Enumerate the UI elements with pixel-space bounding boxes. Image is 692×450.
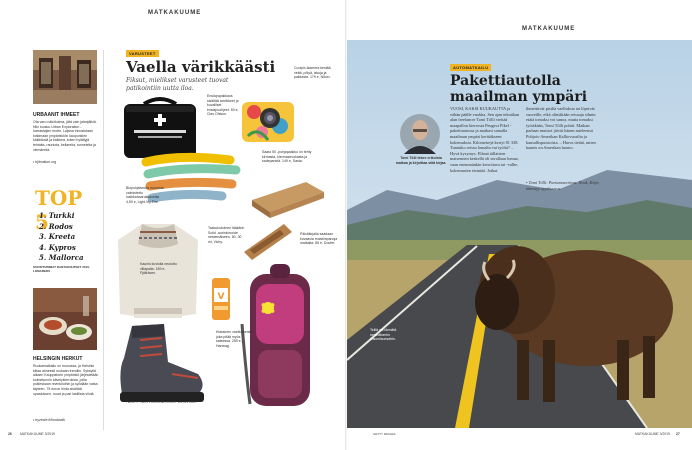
caption-paivakirja: Päiväkirjalla saadaan kuvaavia muistiinpanoja matkalta. 85 e, Doufer. xyxy=(300,232,338,246)
portrait-caption: Tomi Tölli tekee erikoista matkaa ja kirjoittaa siitä kirjaa. xyxy=(395,156,447,165)
left-credit: TEKSTIT: TERO PULKKINEN KUVAT: VALMISTAJAT xyxy=(126,400,198,404)
top5-item: 5. Mallorca xyxy=(39,253,84,262)
right-body-col1: VUOSI, KAKSI KUUKAUTTA ja vähän päälle vuokka. Sen ajan tekniikan alan freelancer Tomi Tölli viettää maapallon kierrosta Peugeot Pikel -pakettiautossa ja matkasi samalla maailman ympäri kerätäkseen kokemuksia. Kilometrejä kertyi 81 338. Tuntuiko reissu lomalta vai työltä? – Hyvä kysymys. Elämä tällaisten maisemien keskellä oli tavallaan lomaa, vaan enemmänkin kerrottava tai -valhe, kokemusten etsintää. Jotkut xyxy=(450,106,520,173)
urbaanit-title: URBAANIT IHMEET xyxy=(33,112,80,118)
right-page-footer: MATKAKUUME 3/2019 xyxy=(635,432,670,436)
photo-credit: GETTY IMAGES xyxy=(373,432,396,436)
right-title: Pakettiautolla maailman ympäri xyxy=(450,73,588,105)
right-section-tag: AUTOMATKAILU xyxy=(450,64,491,71)
caption-spork: Biopohjaisesta muovista valmistettu lusikkahaarukkaveitsi. 4,50 e, Light My Fire. xyxy=(126,186,164,204)
left-subtitle: Fiksut, mielikset varusteet tuovat patikointiin uutta iloa. xyxy=(126,77,229,92)
caption-ensiapu: Ensiapupakkaus sisältää tarvikkeet ja kuvalliset ensiapuohjeet. 50 e, Clas Ohlson. xyxy=(207,94,239,117)
right-page-header: MATKAKUUME xyxy=(522,26,576,32)
food-photo xyxy=(33,288,97,350)
urbex-photo xyxy=(33,50,97,104)
caption-kamera: Coolpix-ikamera kestää vettä, pölyä, iskuja ja pakkasta. 179 e, Nikon. xyxy=(294,66,331,80)
urbaanit-text: Ota varo näkökulma, jätä vain jalanjälkiä. Niin kuuluu Urban Exploration -harrastajien motto. Lajissa innostutaan tutkimaan ympäristöön kaupunkien käkitöksiä ja kaikkea, kuten hylättyjä tehtaita, rauniota, kellareita, tunneleita ja viemäreitä. xyxy=(33,120,97,152)
sidebar-divider xyxy=(103,50,104,430)
sauna-box-image xyxy=(248,176,328,220)
top5-list xyxy=(39,211,84,264)
top5-item: 2. Rodos xyxy=(39,221,73,231)
caption-kengat: Klassinen vaelluskenkä, joka pitää myös sateessa. 259 e, Hanwag. xyxy=(216,330,254,348)
left-title: Vaella värikkäästi xyxy=(126,58,276,76)
right-page-number: 27 xyxy=(676,432,680,436)
portrait-photo xyxy=(400,114,440,154)
top5-label: TOP 5 xyxy=(35,186,83,234)
top5-item: 1. Turkki xyxy=(39,211,75,220)
hiking-boot-image xyxy=(112,318,208,406)
left-sidebar xyxy=(25,50,99,430)
top5-item: 3. Kreeta xyxy=(39,232,76,241)
top5-item: 4. Kypros xyxy=(39,242,76,252)
left-section-tag: VARUSTEET xyxy=(126,50,159,57)
helsinki-link[interactable]: • tryzeste.fi/foodwalk xyxy=(33,418,65,422)
sunscreen-image xyxy=(210,276,232,322)
svg-text:V: V xyxy=(217,292,225,302)
caption-villapaita: Kaunis kuviolla neulottu villapaita. 159 e, Fjällräven. xyxy=(140,262,177,276)
left-page-footer: MATKAKUUME 3/2019 xyxy=(20,432,55,436)
right-body-link[interactable]: • Tomi Tölli: Pariamaverinas. Neuk, Kirja ilmestyy syyskuussa. xyxy=(526,180,599,191)
urbaanit-link[interactable]: • trjilmation.org xyxy=(33,160,57,164)
caption-aurinko: Taskukokoinen lääkärin Solid -aurinkovoide nestemäiseen. 50, 30 ml, Vichy. xyxy=(208,226,245,244)
photo-caption: Teillä voi törmätä neuvottomiin biisonilaumoihin. xyxy=(370,328,397,342)
helsinki-title: HELSINGIN HERKUT xyxy=(33,356,83,362)
journal-image xyxy=(240,220,296,264)
left-page-header: MATKAKUUME xyxy=(148,10,202,16)
helsinki-text: Ruokamatkailu on muoussa, ja Helsinki kiilaa ahneesti mukaan trendiin. Syksyllä alkaen Kauppatorin ympäristö järjestetään kolmetunnin kävelykierroksia, joilla puikeskaan revintoloihin ja syödään vatsa täyteen. 75 euron hinta sisältää opastuksen, ruuat ja pari lasillista viiniä. xyxy=(33,364,99,396)
caption-saato: Saato 50 -pohjapaakku on tehty kirmasta, kiermasevokasta ja sadepanstä. 149 e, Sasta. xyxy=(262,150,312,164)
top5-caption: SUOSITUIMMAT RANTAKOHTEET 2019. LOMAREDS xyxy=(33,265,90,273)
left-page-number: 26 xyxy=(8,432,12,436)
camera-image xyxy=(240,96,296,148)
right-body-col2: ihmetttivät pisiltä vaelluksia tai löpsivät vuoreille, eikä oliniäkään reissuja silmin etäiä tomaksi voi sanoa, mutta tomaksi työtäkään, Tomi Tölli pohtii. Matkan parhaat muistot jäivät hänen mieleensä Pohjois-Amerikan Kalliovuorilta ja kansallispuistoista. – Harva tietää, miten kaunis on Amerikan luonto. xyxy=(526,106,596,151)
